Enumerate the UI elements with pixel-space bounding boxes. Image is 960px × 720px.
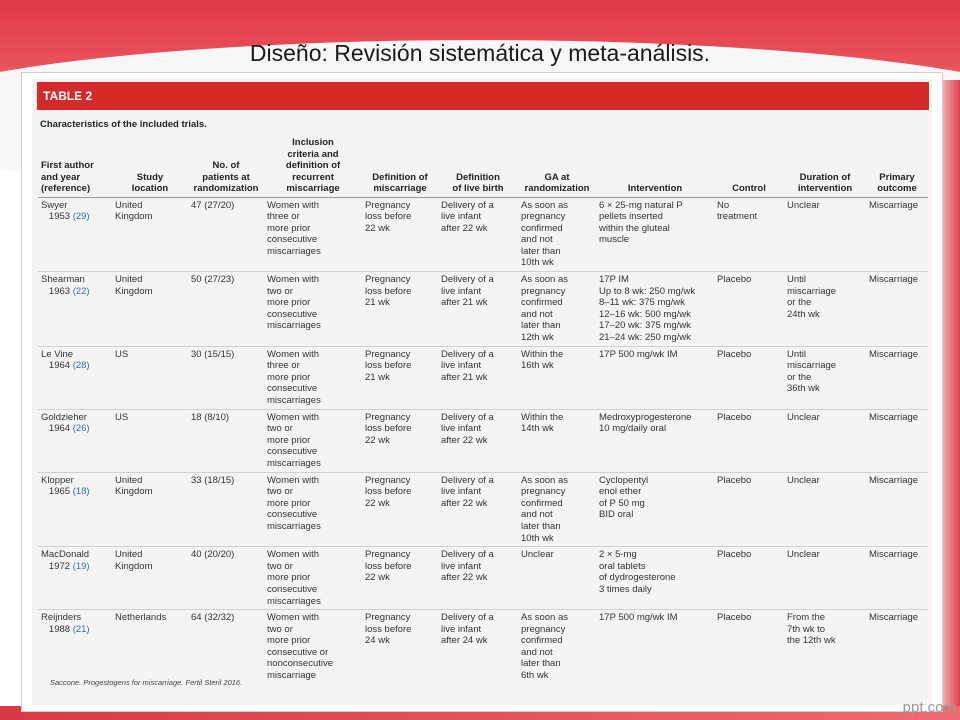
- cell-intervention: Cyclopentyl enol ether of P 50 mg BID oral: [596, 472, 714, 547]
- reference-link[interactable]: (26): [72, 423, 90, 435]
- cell-outcome: Miscarriage: [866, 610, 928, 684]
- cell-location: US: [112, 409, 188, 472]
- cell-intervention: 17P 500 mg/wk IM: [596, 610, 714, 684]
- cell-inclusion: Women with two or more prior consecutive miscarriages: [264, 547, 362, 610]
- table-image-panel: [21, 72, 943, 712]
- header-primary-outcome: Primary outcome: [866, 135, 928, 197]
- header-inclusion-criteria: Inclusion criteria and definition of recurrent miscarriage: [264, 135, 362, 197]
- table-label-bar: TABLE 2: [37, 82, 929, 110]
- header-definition-miscarriage: Definition of miscarriage: [362, 135, 438, 197]
- cell-patients: 47 (27/20): [188, 197, 264, 272]
- cell-intervention: 17P IM Up to 8 wk: 250 mg/wk 8–11 wk: 375 mg/wk 12–16 wk: 500 mg/wk 17–20 wk: 375 mg/wk 21–24 wk: 250 mg/wk: [596, 272, 714, 347]
- author-year: 1964: [48, 423, 71, 435]
- header-study-location: Study location: [112, 135, 188, 197]
- table-source-footnote: Saccone. Progestogens for miscarriage. Fertil Steril 2016.: [50, 678, 243, 687]
- cell-miscarriage-def: Pregnancy loss before 21 wk: [362, 272, 438, 347]
- header-ga-randomization: GA at randomization: [518, 135, 596, 197]
- table-row: [38, 346, 928, 409]
- cell-patients: 33 (18/15): [188, 472, 264, 547]
- cell-duration: Unclear: [784, 547, 866, 610]
- cell-control: Placebo: [714, 547, 784, 610]
- table-row: [38, 610, 928, 684]
- reference-link[interactable]: (29): [72, 211, 90, 223]
- author-name: Goldzieher: [41, 411, 87, 423]
- cell-inclusion: Women with two or more prior consecutive miscarriages: [264, 472, 362, 547]
- author-year: 1964: [48, 360, 71, 372]
- cell-intervention: Medroxyprogesterone 10 mg/daily oral: [596, 409, 714, 472]
- cell-ga: Within the 14th wk: [518, 409, 596, 472]
- author-name: Reijnders: [41, 612, 82, 624]
- cell-location: US: [112, 346, 188, 409]
- author-name: Swyer: [41, 199, 68, 211]
- cell-miscarriage-def: Pregnancy loss before 21 wk: [362, 346, 438, 409]
- cell-ga: As soon as pregnancy confirmed and not later than 10th wk: [518, 197, 596, 272]
- author-year: 1972: [48, 560, 71, 572]
- watermark-text: ppt.com: [902, 699, 956, 716]
- cell-live-birth-def: Delivery of a live infant after 21 wk: [438, 272, 518, 347]
- cell-location: United Kingdom: [112, 272, 188, 347]
- author-name: MacDonald: [41, 549, 90, 561]
- cell-control: Placebo: [714, 409, 784, 472]
- cell-control: Placebo: [714, 346, 784, 409]
- cell-outcome: Miscarriage: [866, 409, 928, 472]
- reference-link[interactable]: (21): [72, 623, 90, 635]
- cell-outcome: Miscarriage: [866, 346, 928, 409]
- header-intervention: Intervention: [596, 135, 714, 197]
- cell-ga: As soon as pregnancy confirmed and not later than 6th wk: [518, 610, 596, 684]
- header-definition-live-birth: Definition of live birth: [438, 135, 518, 197]
- cell-duration: Unclear: [784, 197, 866, 272]
- cell-miscarriage-def: Pregnancy loss before 22 wk: [362, 472, 438, 547]
- cell-duration: Until miscarriage or the 24th wk: [784, 272, 866, 347]
- reference-link[interactable]: (19): [72, 560, 90, 572]
- header-first-author: First author and year (reference): [38, 135, 112, 197]
- table-row: [38, 272, 928, 347]
- cell-duration: Unclear: [784, 472, 866, 547]
- cell-intervention: 6 × 25-mg natural P pellets inserted within the gluteal muscle: [596, 197, 714, 272]
- reference-link[interactable]: (28): [72, 360, 90, 372]
- cell-author: [38, 610, 112, 684]
- table-row: [38, 197, 928, 272]
- cell-author: [38, 409, 112, 472]
- cell-inclusion: Women with two or more prior consecutive or nonconsecutive miscarriage: [264, 610, 362, 684]
- table-header-row: [38, 135, 928, 197]
- cell-location: Netherlands: [112, 610, 188, 684]
- cell-ga: As soon as pregnancy confirmed and not later than 10th wk: [518, 472, 596, 547]
- author-year: 1963: [48, 285, 71, 297]
- cell-duration: Unclear: [784, 409, 866, 472]
- cell-miscarriage-def: Pregnancy loss before 24 wk: [362, 610, 438, 684]
- cell-patients: 40 (20/20): [188, 547, 264, 610]
- cell-inclusion: Women with two or more prior consecutive miscarriages: [264, 409, 362, 472]
- cell-control: Placebo: [714, 610, 784, 684]
- cell-patients: 18 (8/10): [188, 409, 264, 472]
- cell-live-birth-def: Delivery of a live infant after 22 wk: [438, 197, 518, 272]
- cell-location: United Kingdom: [112, 547, 188, 610]
- header-duration: Duration of intervention: [784, 135, 866, 197]
- cell-author: [38, 272, 112, 347]
- table-caption: Characteristics of the included trials.: [40, 119, 207, 130]
- table-row: [38, 409, 928, 472]
- cell-inclusion: Women with three or more prior consecutive miscarriages: [264, 197, 362, 272]
- author-name: Le Vine: [41, 348, 74, 360]
- cell-patients: 64 (32/32): [188, 610, 264, 684]
- header-control: Control: [714, 135, 784, 197]
- cell-ga: Unclear: [518, 547, 596, 610]
- table-row: [38, 472, 928, 547]
- cell-outcome: Miscarriage: [866, 547, 928, 610]
- author-year: 1965: [48, 486, 71, 498]
- slide-title: Diseño: Revisión sistemática y meta-análisis.: [249, 40, 711, 66]
- cell-duration: From the 7th wk to the 12th wk: [784, 610, 866, 684]
- cell-author: [38, 547, 112, 610]
- cell-patients: 50 (27/23): [188, 272, 264, 347]
- author-name: Shearman: [41, 274, 85, 286]
- cell-control: Placebo: [714, 272, 784, 347]
- cell-intervention: 2 × 5-mg oral tablets of dydrogesterone 3 times daily: [596, 547, 714, 610]
- cell-miscarriage-def: Pregnancy loss before 22 wk: [362, 409, 438, 472]
- cell-location: United Kingdom: [112, 472, 188, 547]
- cell-live-birth-def: Delivery of a live infant after 22 wk: [438, 472, 518, 547]
- cell-live-birth-def: Delivery of a live infant after 21 wk: [438, 346, 518, 409]
- cell-intervention: 17P 500 mg/wk IM: [596, 346, 714, 409]
- cell-outcome: Miscarriage: [866, 272, 928, 347]
- reference-link[interactable]: (18): [72, 486, 90, 498]
- author-year: 1953: [48, 211, 71, 223]
- header-patients: No. of patients at randomization: [188, 135, 264, 197]
- cell-location: United Kingdom: [112, 197, 188, 272]
- cell-patients: 30 (15/15): [188, 346, 264, 409]
- cell-author: [38, 197, 112, 272]
- reference-link[interactable]: (22): [72, 285, 90, 297]
- cell-control: No treatment: [714, 197, 784, 272]
- cell-live-birth-def: Delivery of a live infant after 22 wk: [438, 409, 518, 472]
- cell-control: Placebo: [714, 472, 784, 547]
- cell-live-birth-def: Delivery of a live infant after 22 wk: [438, 547, 518, 610]
- author-name: Klopper: [41, 474, 74, 486]
- cell-author: [38, 472, 112, 547]
- cell-ga: Within the 16th wk: [518, 346, 596, 409]
- cell-outcome: Miscarriage: [866, 472, 928, 547]
- cell-ga: As soon as pregnancy confirmed and not later than 12th wk: [518, 272, 596, 347]
- cell-miscarriage-def: Pregnancy loss before 22 wk: [362, 547, 438, 610]
- cell-live-birth-def: Delivery of a live infant after 24 wk: [438, 610, 518, 684]
- cell-inclusion: Women with three or more prior consecutive miscarriages: [264, 346, 362, 409]
- table-panel-inner: [32, 79, 932, 705]
- cell-inclusion: Women with two or more prior consecutive miscarriages: [264, 272, 362, 347]
- author-year: 1988: [48, 623, 71, 635]
- table-row: [38, 547, 928, 610]
- cell-author: [38, 346, 112, 409]
- trials-table: [38, 135, 928, 684]
- cell-duration: Until miscarriage or the 36th wk: [784, 346, 866, 409]
- cell-outcome: Miscarriage: [866, 197, 928, 272]
- cell-miscarriage-def: Pregnancy loss before 22 wk: [362, 197, 438, 272]
